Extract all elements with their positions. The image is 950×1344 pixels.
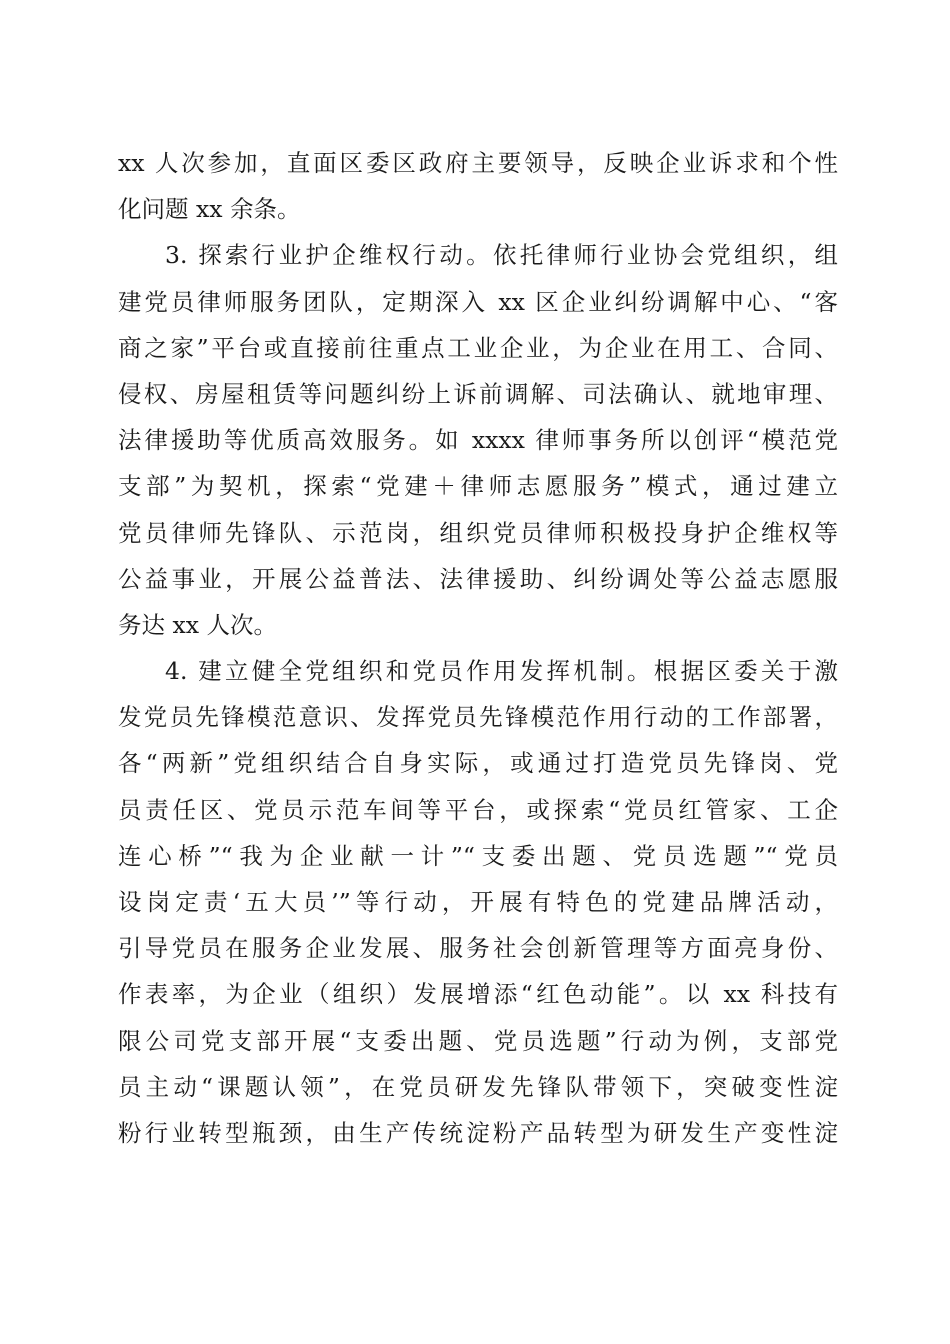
text-line: 侵权、房屋租赁等问题纠纷上诉前调解、司法确认、就地审理、	[118, 379, 838, 408]
text-line: 建党员律师服务团队，定期深入 xx 区企业纠纷调解中心、“客	[118, 287, 838, 316]
text-line: 粉行业转型瓶颈，由生产传统淀粉产品转型为研发生产变性淀	[118, 1118, 838, 1147]
text-line: 公益事业，开展公益普法、法律援助、纠纷调处等公益志愿服	[118, 564, 838, 593]
text-line: 支部”为契机，探索“党建＋律师志愿服务”模式，通过建立	[118, 472, 838, 501]
text-line: 法律援助等优质高效服务。如 xxxx 律师事务所以创评“模范党	[118, 426, 838, 455]
text-line: 员主动“课题认领”，在党员研发先锋队带领下，突破变性淀	[118, 1072, 838, 1101]
text-line: 发党员先锋模范意识、发挥党员先锋模范作用行动的工作部署，	[118, 703, 838, 732]
text-line: 设岗定责‘五大员’”等行动，开展有特色的党建品牌活动，	[118, 888, 838, 916]
text-line: 各“两新”党组织结合自身实际，或通过打造党员先锋岗、党	[118, 749, 838, 778]
text-line: 商之家”平台或直接前往重点工业企业，为企业在用工、合同、	[118, 333, 838, 362]
text-line: 员责任区、党员示范车间等平台，或探索“党员红管家、工企	[118, 795, 838, 824]
text-line: 连心桥”“我为企业献一计”“支委出题、党员选题”“党员	[118, 841, 838, 870]
text-line: 务达 xx 人次。	[118, 610, 277, 639]
body-text	[118, 140, 838, 1156]
section-heading-line: 3. 探索行业护企维权行动。依托律师行业协会党组织，组	[165, 241, 838, 270]
text-line: 化问题 xx 余条。	[118, 195, 301, 224]
section-heading-line: 4. 建立健全党组织和党员作用发挥机制。根据区委关于激	[165, 657, 838, 686]
text-line: 党员律师先锋队、示范岗，组织党员律师积极投身护企维权等	[118, 518, 838, 547]
text-line: 引导党员在服务企业发展、服务社会创新管理等方面亮身份、	[118, 934, 838, 963]
text-line: 限公司党支部开展“支委出题、党员选题”行动为例，支部党	[118, 1026, 838, 1055]
text-line: xx 人次参加，直面区委区政府主要领导，反映企业诉求和个性	[118, 149, 838, 177]
text-line: 作表率，为企业（组织）发展增添“红色动能”。以 xx 科技有	[118, 980, 838, 1009]
